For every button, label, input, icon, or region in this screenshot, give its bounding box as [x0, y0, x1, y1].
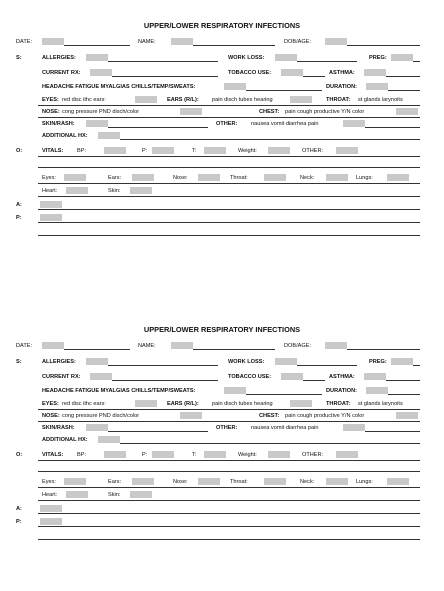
weight-label: Weight: [238, 148, 257, 154]
chest-label: CHEST: [259, 413, 280, 419]
name-underline [193, 349, 275, 350]
tobacco-use-field[interactable] [281, 69, 303, 76]
weight-field[interactable] [268, 147, 290, 154]
exam-ears-label: Ears: [108, 175, 122, 181]
exam-nose-label: Nose: [173, 479, 188, 485]
dob-age-field[interactable] [325, 342, 347, 349]
objective-label: O: [16, 148, 23, 154]
skin-rash-field[interactable] [86, 120, 108, 127]
additional-hx-label: ADDITIONAL HX: [42, 437, 88, 443]
temp-label: T: [192, 452, 197, 458]
duration-label: DURATION: [326, 84, 357, 90]
bp-field[interactable] [104, 451, 126, 458]
tobacco-use-label: TOBACCO USE: [228, 70, 272, 76]
form-bottom [0, 304, 444, 591]
additional-hx-field[interactable] [98, 132, 120, 139]
additional-hx-underline [120, 139, 420, 140]
form-title: UPPER/LOWER RESPIRATORY INFECTIONS [143, 21, 301, 30]
exam-skin-field[interactable] [130, 491, 152, 498]
exam-neck-field[interactable] [326, 174, 348, 181]
exam-ears-label: Ears: [108, 479, 122, 485]
eyes-options: red disc ithc ears: [62, 401, 106, 407]
allergies-label: ALLERGIES: [42, 55, 76, 61]
eyes-field[interactable] [135, 96, 157, 103]
allergies-field[interactable] [86, 358, 108, 365]
plan-rule-1 [38, 222, 420, 223]
bp-label: BP: [77, 452, 87, 458]
asthma-field[interactable] [364, 373, 386, 380]
work-loss-field[interactable] [275, 358, 297, 365]
allergies-underline [108, 61, 218, 62]
plan-label: P: [16, 519, 22, 525]
exam-eyes-field[interactable] [64, 174, 86, 181]
preg-underline [413, 61, 420, 62]
exam-ears-field[interactable] [132, 478, 154, 485]
other-options: nausea vomit diarrhea pain [251, 425, 319, 431]
duration-underline [388, 394, 420, 395]
exam-lungs-label: Lungs: [356, 175, 373, 181]
asthma-underline [386, 76, 420, 77]
headache-symptoms-label: HEADACHE FATIGUE MYALGIAS CHILLS/TEMP/SWEATS: [42, 388, 196, 394]
current-rx-label: CURRENT RX: [42, 374, 81, 380]
current-rx-field[interactable] [90, 373, 112, 380]
plan-rule-1 [38, 526, 420, 527]
exam-skin-field[interactable] [130, 187, 152, 194]
pulse-field[interactable] [152, 451, 174, 458]
ears-rl-label: EARS (R/L): [167, 401, 199, 407]
heart-row-rule [38, 196, 420, 197]
chest-options: pain cough productive Y/N color [285, 413, 365, 419]
date-underline [64, 349, 130, 350]
other-exam-field[interactable] [336, 147, 358, 154]
date-underline [64, 45, 130, 46]
plan-label: P: [16, 215, 22, 221]
other-underline [365, 431, 420, 432]
name-label: NAME: [138, 343, 156, 349]
eyes-field[interactable] [135, 400, 157, 407]
date-label: DATE: [16, 39, 33, 45]
ears-field[interactable] [290, 96, 312, 103]
current-rx-label: CURRENT RX: [42, 70, 81, 76]
nose-field[interactable] [180, 412, 202, 419]
eyes-label: EYES: [42, 97, 59, 103]
ears-options: pain disch tubes hearing [212, 97, 273, 103]
exam-throat-field[interactable] [264, 478, 286, 485]
asthma-label: ASTHMA: [329, 70, 355, 76]
assessment-label: A: [16, 506, 22, 512]
exam-heart-field[interactable] [66, 491, 88, 498]
other-exam-field[interactable] [336, 451, 358, 458]
exam-throat-label: Throat: [230, 479, 248, 485]
bp-field[interactable] [104, 147, 126, 154]
name-underline [193, 45, 275, 46]
assessment-label: A: [16, 202, 22, 208]
additional-hx-field[interactable] [98, 436, 120, 443]
asthma-field[interactable] [364, 69, 386, 76]
dob-age-underline [347, 45, 420, 46]
additional-hx-underline [120, 443, 420, 444]
assessment-rule [38, 209, 420, 210]
exam-skin-label: Skin: [108, 188, 121, 194]
duration-field[interactable] [366, 387, 388, 394]
exam-eyes-label: Eyes: [42, 479, 56, 485]
temp-field[interactable] [204, 451, 226, 458]
work-loss-label: WORK LOSS: [228, 359, 265, 365]
vitals-row-rule [38, 156, 420, 157]
current-rx-underline [112, 380, 218, 381]
allergies-underline [108, 365, 218, 366]
duration-label: DURATION: [326, 388, 357, 394]
exam-nose-label: Nose: [173, 175, 188, 181]
name-label: NAME: [138, 39, 156, 45]
current-rx-underline [112, 76, 218, 77]
nose-field[interactable] [180, 108, 202, 115]
allergies-label: ALLERGIES: [42, 359, 76, 365]
other-exam-label: OTHER: [302, 148, 324, 154]
blank-row-rule [38, 167, 420, 168]
exam-row-rule [38, 183, 420, 184]
headache-symptoms-label: HEADACHE FATIGUE MYALGIAS CHILLS/TEMP/SWEATS: [42, 84, 196, 90]
other-exam-label: OTHER: [302, 452, 324, 458]
preg-label: PREG: [369, 55, 387, 61]
asthma-label: ASTHMA: [329, 374, 355, 380]
exam-lungs-field[interactable] [387, 478, 409, 485]
exam-neck-label: Neck: [300, 479, 315, 485]
skin-rash-underline [108, 127, 208, 128]
exam-nose-field[interactable] [198, 174, 220, 181]
plan-rule-2 [38, 235, 420, 236]
dob-age-label: DOB/AGE: [284, 343, 312, 349]
exam-lungs-label: Lungs: [356, 479, 373, 485]
other-options: nausea vomit diarrhea pain [251, 121, 319, 127]
work-loss-underline [297, 61, 357, 62]
preg-field[interactable] [391, 54, 413, 61]
skin-rash-underline [108, 431, 208, 432]
allergies-field[interactable] [86, 54, 108, 61]
duration-underline [388, 90, 420, 91]
eyes-row-rule [38, 409, 420, 410]
tobacco-use-underline [303, 380, 325, 381]
exam-lungs-field[interactable] [387, 174, 409, 181]
eyes-options: red disc ithc ears: [62, 97, 106, 103]
pulse-label: P: [142, 148, 148, 154]
name-field[interactable] [171, 342, 193, 349]
exam-skin-label: Skin: [108, 492, 121, 498]
exam-ears-field[interactable] [132, 174, 154, 181]
vitals-label: VITALS: [42, 452, 64, 458]
ears-rl-label: EARS (R/L): [167, 97, 199, 103]
headache-symptoms-underline [246, 394, 322, 395]
plan-field[interactable] [40, 214, 62, 221]
dob-age-label: DOB/AGE: [284, 39, 312, 45]
preg-underline [413, 365, 420, 366]
subjective-label: S: [16, 55, 22, 61]
exam-eyes-label: Eyes: [42, 175, 56, 181]
date-field[interactable] [42, 38, 64, 45]
date-label: DATE: [16, 343, 33, 349]
headache-symptoms-field[interactable] [224, 83, 246, 90]
tobacco-use-underline [303, 76, 325, 77]
heart-row-rule [38, 500, 420, 501]
form-top [0, 0, 444, 287]
blank-row-rule [38, 471, 420, 472]
other-label: OTHER: [216, 425, 238, 431]
exam-neck-label: Neck: [300, 175, 315, 181]
exam-eyes-field[interactable] [64, 478, 86, 485]
vitals-row-rule [38, 460, 420, 461]
exam-heart-field[interactable] [66, 187, 88, 194]
pulse-field[interactable] [152, 147, 174, 154]
additional-hx-label: ADDITIONAL HX: [42, 133, 88, 139]
chest-field[interactable] [396, 108, 418, 115]
nose-options: cong pressure PND disch/color [62, 413, 140, 419]
assessment-rule [38, 513, 420, 514]
nose-label: NOSE: [42, 109, 60, 115]
nose-label: NOSE: [42, 413, 60, 419]
form-title: UPPER/LOWER RESPIRATORY INFECTIONS [143, 325, 301, 334]
pulse-label: P: [142, 452, 148, 458]
work-loss-field[interactable] [275, 54, 297, 61]
preg-field[interactable] [391, 358, 413, 365]
vitals-label: VITALS: [42, 148, 64, 154]
throat-options: st glands larynoits [358, 401, 403, 407]
headache-symptoms-underline [246, 90, 322, 91]
exam-row-rule [38, 487, 420, 488]
exam-nose-field[interactable] [198, 478, 220, 485]
temp-field[interactable] [204, 147, 226, 154]
dob-age-field[interactable] [325, 38, 347, 45]
duration-field[interactable] [366, 83, 388, 90]
assessment-field[interactable] [40, 505, 62, 512]
chest-label: CHEST: [259, 109, 280, 115]
dob-age-underline [347, 349, 420, 350]
eyes-label: EYES: [42, 401, 59, 407]
subjective-label: S: [16, 359, 22, 365]
tobacco-use-field[interactable] [281, 373, 303, 380]
eyes-row-rule [38, 105, 420, 106]
nose-options: cong pressure PND disch/color [62, 109, 140, 115]
other-label: OTHER: [216, 121, 238, 127]
skin-rash-label: SKIN/RASH: [42, 425, 75, 431]
plan-field[interactable] [40, 518, 62, 525]
work-loss-underline [297, 365, 357, 366]
other-underline [365, 127, 420, 128]
exam-heart-label: Heart: [42, 492, 58, 498]
chest-field[interactable] [396, 412, 418, 419]
nose-row-rule [38, 421, 420, 422]
exam-throat-field[interactable] [264, 174, 286, 181]
objective-label: O: [16, 452, 23, 458]
skin-rash-field[interactable] [86, 424, 108, 431]
exam-heart-label: Heart: [42, 188, 58, 194]
current-rx-field[interactable] [90, 69, 112, 76]
exam-throat-label: Throat: [230, 175, 248, 181]
exam-neck-field[interactable] [326, 478, 348, 485]
asthma-underline [386, 380, 420, 381]
plan-rule-2 [38, 539, 420, 540]
other-field[interactable] [343, 424, 365, 431]
throat-label: THROAT: [326, 97, 351, 103]
preg-label: PREG: [369, 359, 387, 365]
ears-field[interactable] [290, 400, 312, 407]
tobacco-use-label: TOBACCO USE: [228, 374, 272, 380]
skin-rash-label: SKIN/RASH: [42, 121, 75, 127]
name-field[interactable] [171, 38, 193, 45]
bp-label: BP: [77, 148, 87, 154]
throat-options: st glands larynoits [358, 97, 403, 103]
chest-options: pain cough productive Y/N color [285, 109, 365, 115]
headache-symptoms-field[interactable] [224, 387, 246, 394]
weight-label: Weight: [238, 452, 257, 458]
throat-label: THROAT: [326, 401, 351, 407]
nose-row-rule [38, 117, 420, 118]
weight-field[interactable] [268, 451, 290, 458]
work-loss-label: WORK LOSS: [228, 55, 265, 61]
assessment-field[interactable] [40, 201, 62, 208]
ears-options: pain disch tubes hearing [212, 401, 273, 407]
date-field[interactable] [42, 342, 64, 349]
temp-label: T: [192, 148, 197, 154]
other-field[interactable] [343, 120, 365, 127]
